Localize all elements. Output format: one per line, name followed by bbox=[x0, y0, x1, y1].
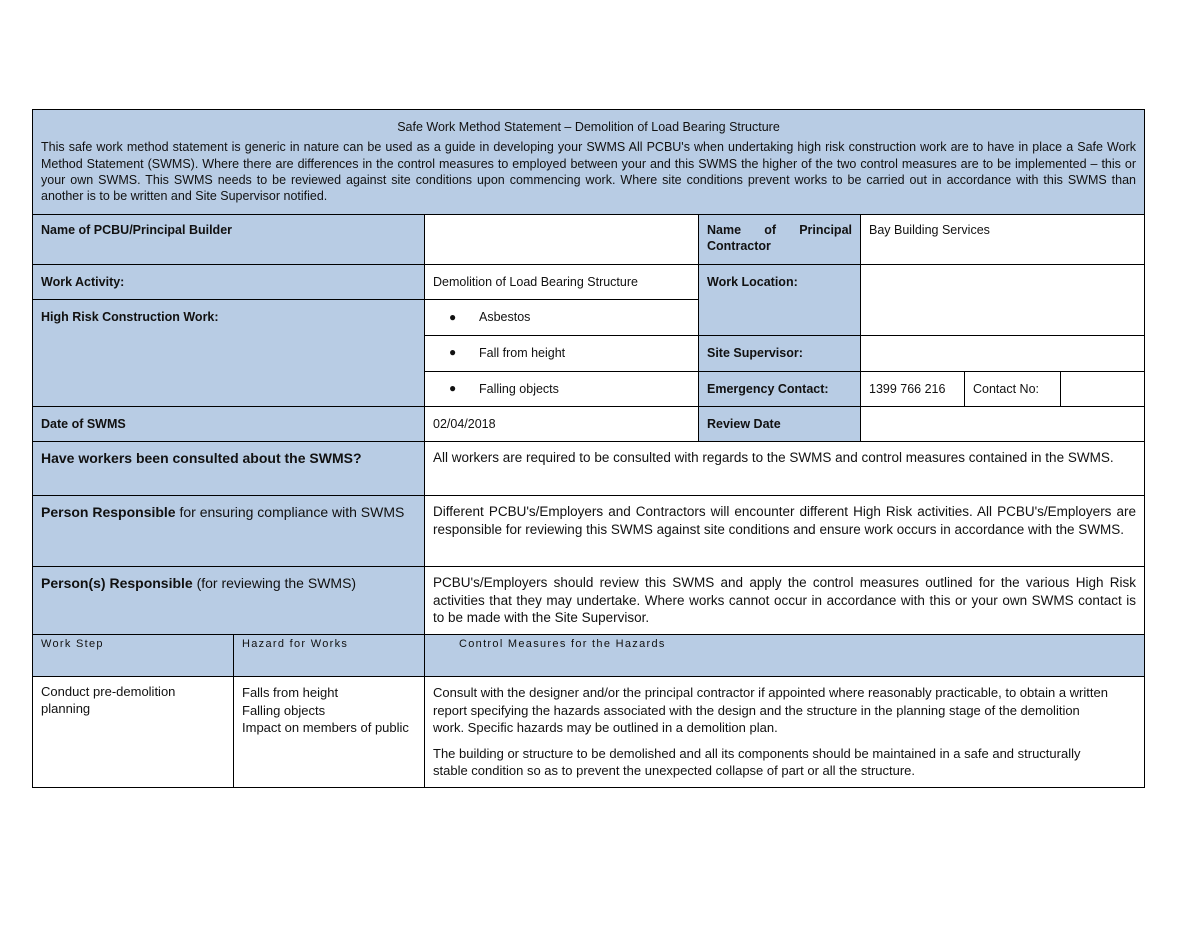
hazard-cell bbox=[234, 677, 425, 788]
compliance-label-rest: for ensuring compliance with SWMS bbox=[175, 504, 405, 520]
high-risk-item bbox=[425, 371, 699, 406]
reviewing-label bbox=[33, 567, 425, 635]
bullet-icon: ● bbox=[449, 344, 457, 359]
reviewing-label-bold: Person(s) Responsible bbox=[41, 575, 193, 591]
high-risk-item-label: Fall from height bbox=[479, 345, 566, 360]
pcbu-row bbox=[33, 215, 1145, 265]
pcbu-value bbox=[425, 215, 699, 265]
bullet-icon: ● bbox=[449, 380, 457, 395]
work-location-value bbox=[861, 265, 1145, 336]
review-date-label: Review Date bbox=[699, 406, 861, 441]
swms-table bbox=[32, 109, 1145, 788]
control-measures-cell bbox=[425, 677, 1145, 788]
work-activity-value: Demolition of Load Bearing Structure bbox=[425, 265, 699, 300]
intro-row bbox=[33, 110, 1145, 215]
principal-contractor-label: Name of Principal Contractor bbox=[699, 215, 861, 265]
contact-no-label: Contact No: bbox=[965, 371, 1061, 406]
work-step-cell: Conduct pre-demolition planning bbox=[33, 677, 234, 788]
high-risk-item bbox=[425, 300, 699, 335]
control-measure-text: The building or structure to be demolished and all its components should be maintained in a safe and structurally stable condition so as to prevent the unexpected collapse of part or all the structure. bbox=[433, 745, 1081, 779]
table-row bbox=[33, 677, 1145, 788]
site-supervisor-value bbox=[861, 335, 1145, 371]
swms-document bbox=[32, 109, 1144, 788]
column-header-hazard: Hazard for Works bbox=[234, 635, 425, 677]
pcbu-label: Name of PCBU/Principal Builder bbox=[33, 215, 425, 265]
column-header-step: Work Step bbox=[33, 635, 234, 677]
contact-no-value bbox=[1061, 371, 1145, 406]
column-header-row bbox=[33, 635, 1145, 677]
consulted-row bbox=[33, 442, 1145, 496]
compliance-label-bold: Person Responsible bbox=[41, 504, 176, 520]
high-risk-item-label: Falling objects bbox=[479, 381, 559, 396]
hazard-item: Impact on members of public bbox=[242, 720, 409, 736]
date-value: 02/04/2018 bbox=[425, 406, 699, 441]
compliance-row bbox=[33, 496, 1145, 567]
hazard-item: Falls from height bbox=[242, 685, 339, 700]
work-location-label: Work Location: bbox=[699, 265, 861, 336]
reviewing-value: PCBU's/Employers should review this SWMS and apply the control measures outlined for the various High Risk activities that they may undertake. Where works cannot occur in accordance with this or your own SWMS contact is to be made with the Site Supervisor. bbox=[425, 567, 1145, 635]
emergency-contact-value: 1399 766 216 bbox=[861, 371, 965, 406]
compliance-label bbox=[33, 496, 425, 567]
date-label: Date of SWMS bbox=[33, 406, 425, 441]
site-supervisor-label: Site Supervisor: bbox=[699, 335, 861, 371]
reviewing-row bbox=[33, 567, 1145, 635]
reviewing-label-rest: (for reviewing the SWMS) bbox=[192, 575, 357, 591]
high-risk-item-label: Asbestos bbox=[479, 310, 531, 325]
principal-contractor-value: Bay Building Services bbox=[861, 215, 1145, 265]
work-activity-row bbox=[33, 265, 1145, 300]
control-measure-text: Consult with the designer and/or the principal contractor if appointed where reasonably practicable, to obtain a written report specifying the hazards associated with the design and the structure in the planning stage of the demolition work. Specific hazards may be outlined in a demolition plan. bbox=[433, 685, 1108, 736]
intro-text: This safe work method statement is generic in nature can be used as a guide in developing your SWMS All PCBU's when undertaking high risk construction work are to have in place a Safe Work Method Statement (SWMS). Where there are differences in the control measures to employed between your and this SWMS the higher of the two control measures are to be implemented – this or your own SWMS. This SWMS needs to be reviewed against site conditions upon commencing work. Where site conditions prevent works to be carried out in accordance with this SWMS than another is to be written and Site Supervisor notified. bbox=[41, 140, 1136, 203]
bullet-icon: ● bbox=[449, 309, 457, 324]
review-date-value bbox=[861, 406, 1145, 441]
emergency-contact-label: Emergency Contact: bbox=[699, 371, 861, 406]
consulted-value: All workers are required to be consulted with regards to the SWMS and control measures contained in the SWMS. bbox=[425, 442, 1145, 496]
document-title: Safe Work Method Statement – Demolition of Load Bearing Structure bbox=[397, 120, 780, 134]
high-risk-label: High Risk Construction Work: bbox=[33, 300, 425, 407]
hazard-item: Falling objects bbox=[242, 702, 326, 718]
column-header-control: Control Measures for the Hazards bbox=[425, 635, 1145, 677]
compliance-value: Different PCBU's/Employers and Contractors will encounter different High Risk activities. All PCBU's/Employers are responsible for reviewing this SWMS against site conditions and ensure work occurs in accordance with the SWMS. bbox=[425, 496, 1145, 567]
date-row bbox=[33, 406, 1145, 441]
high-risk-item bbox=[425, 335, 699, 371]
consulted-label: Have workers been consulted about the SWMS? bbox=[33, 442, 425, 496]
work-activity-label: Work Activity: bbox=[33, 265, 425, 300]
